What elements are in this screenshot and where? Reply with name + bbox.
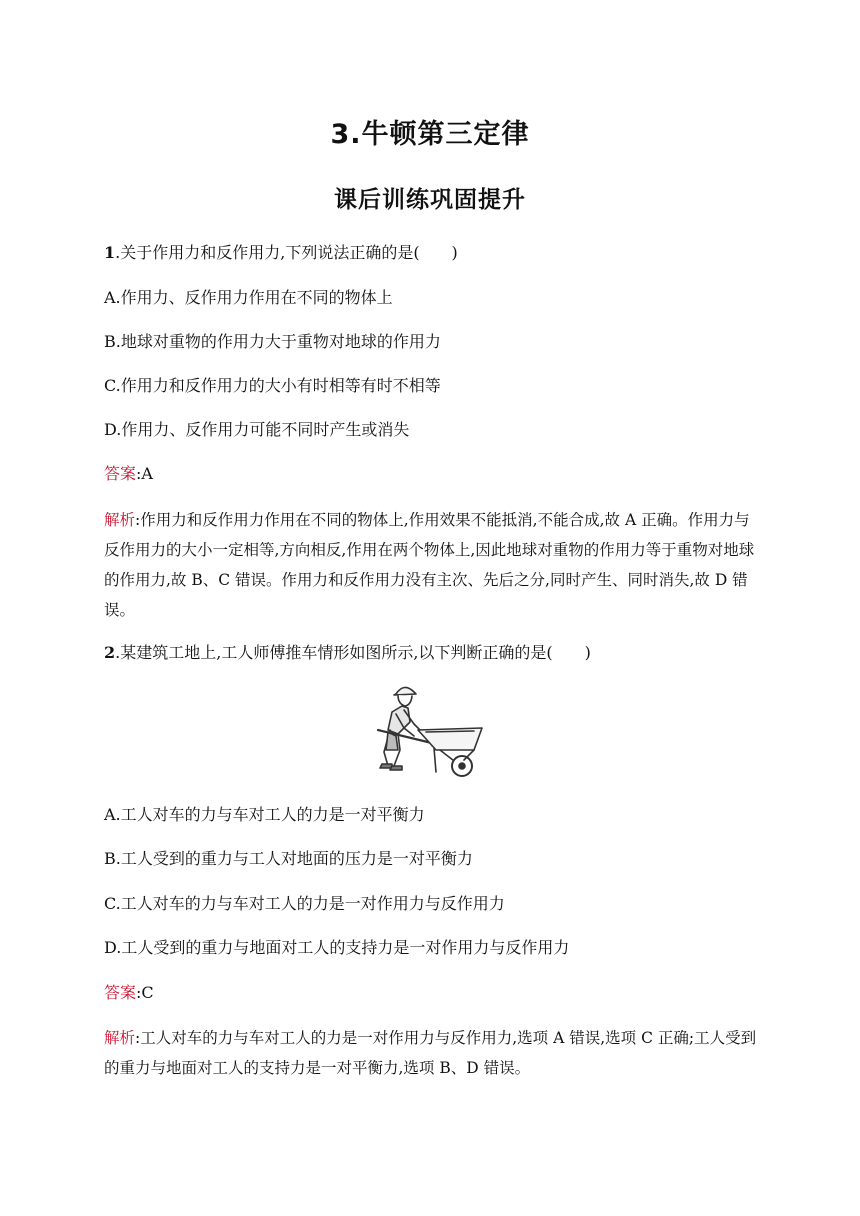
question-2-option-c: C.工人对车的力与车对工人的力是一对作用力与反作用力	[104, 894, 505, 913]
answer-value: :A	[136, 464, 153, 483]
question-1-option-b: B.地球对重物的作用力大于重物对地球的作用力	[104, 332, 441, 351]
answer-value: :C	[136, 983, 154, 1002]
question-2-stem	[104, 643, 591, 663]
question-1-explanation	[104, 505, 764, 625]
worker-pushing-wheelbarrow-icon	[374, 680, 486, 780]
answer-label: 答案	[104, 983, 137, 1002]
question-1-stem	[104, 243, 458, 263]
question-number: 2	[104, 643, 116, 662]
explanation-text: :工人对车的力与车对工人的力是一对作用力与反作用力,选项 A 错误,选项 C 正确;工人受到的重力与地面对工人的支持力是一对平衡力,选项 B、D 错误。	[104, 1029, 757, 1077]
question-2-option-d: D.工人受到的重力与地面对工人的支持力是一对作用力与反作用力	[104, 938, 570, 957]
question-1-option-c: C.作用力和反作用力的大小有时相等有时不相等	[104, 376, 441, 395]
question-1-option-a: A.作用力、反作用力作用在不同的物体上	[104, 288, 393, 307]
question-2-option-b: B.工人受到的重力与工人对地面的压力是一对平衡力	[104, 849, 473, 868]
question-2-option-a: A.工人对车的力与车对工人的力是一对平衡力	[104, 805, 425, 824]
question-2-answer	[104, 983, 154, 1003]
answer-label: 答案	[104, 464, 137, 483]
explanation-label: 解析	[104, 1029, 136, 1047]
page-subtitle: 课后训练巩固提升	[334, 187, 526, 213]
question-text: .某建筑工地上,工人师傅推车情形如图所示,以下判断正确的是( )	[115, 643, 591, 662]
page-title: 3.牛顿第三定律	[330, 119, 530, 150]
explanation-label: 解析	[104, 511, 136, 529]
explanation-text: :作用力和反作用力作用在不同的物体上,作用效果不能抵消,不能合成,故 A 正确。作用力与反作用力的大小一定相等,方向相反,作用在两个物体上,因此地球对重物的作用力等于重物对地球的作用力,故 B、C 错误。作用力和反作用力没有主次、先后之分,同时产生、同时消失,故 D 错误。	[104, 511, 755, 619]
question-2-explanation	[104, 1023, 764, 1083]
question-number: 1	[104, 243, 116, 262]
question-1-answer	[104, 464, 153, 484]
question-text: .关于作用力和反作用力,下列说法正确的是( )	[115, 243, 458, 262]
question-1-option-d: D.作用力、反作用力可能不同时产生或消失	[104, 420, 410, 439]
